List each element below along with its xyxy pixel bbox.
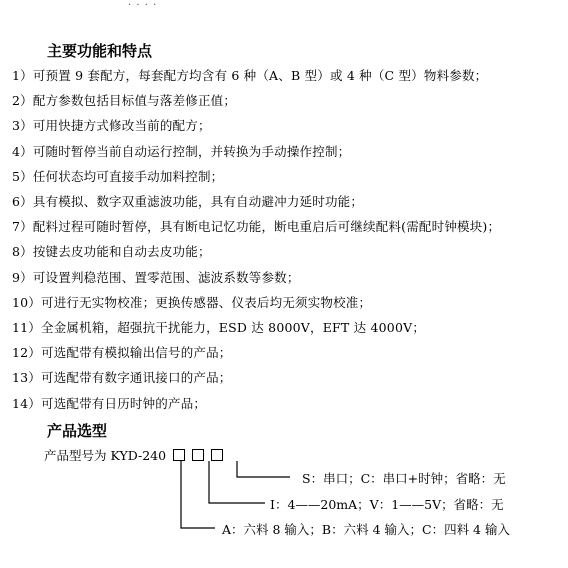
- feature-item: 6）具有模拟、数字双重滤波功能，具有自动避冲力延时功能；: [12, 194, 364, 209]
- selection-title: 产品选型: [47, 422, 108, 440]
- features-title: 主要功能和特点: [47, 42, 153, 60]
- bracket-first: [181, 461, 215, 528]
- option-second: I：4——20mA；V：1——5V；省略：无: [270, 497, 504, 512]
- feature-item: 3）可用快捷方式修改当前的配方；: [12, 118, 211, 134]
- option-third: S：串口；C：串口+时钟；省略：无: [302, 471, 506, 486]
- feature-item: 2）配方参数包括目标值与落差修正值；: [12, 93, 237, 109]
- feature-item: 9）可设置判稳范围、置零范围、滤波系数等参数；: [12, 269, 300, 285]
- top-marker: · · · ·: [128, 0, 158, 11]
- feature-item: 11）全金属机箱，超强抗干扰能力，ESD 达 8000V，EFT 达 4000V；: [12, 320, 426, 335]
- feature-item: 1）可预置 9 套配方，每套配方均含有 6 种（A、B 型）或 4 种（C 型）物料参数；: [12, 68, 488, 83]
- bracket-third: [237, 461, 290, 477]
- feature-item: 13）可选配带有数字通讯接口的产品；: [12, 370, 232, 386]
- feature-item: 5）任何状态均可直接手动加料控制；: [12, 168, 224, 184]
- feature-item: 7）配料过程可随时暂停，具有断电记忆功能，断电重启后可继续配料(需配时钟模块)；: [12, 219, 501, 235]
- option-first: A：六料 8 输入；B：六料 4 输入；C：四料 4 输入: [222, 522, 510, 537]
- feature-item: 8）按键去皮功能和自动去皮功能；: [12, 244, 211, 260]
- feature-item: 14）可选配带有日历时钟的产品；: [12, 395, 207, 411]
- model-prefix: 产品型号为 KYD-240: [44, 448, 167, 463]
- feature-item: 4）可随时暂停当前自动运行控制，并转换为手动操作控制；: [12, 143, 351, 159]
- feature-item: 10）可进行无实物校准；更换传感器、仪表后均无须实物校准；: [12, 294, 372, 310]
- feature-item: 12）可选配带有模拟输出信号的产品；: [12, 345, 232, 361]
